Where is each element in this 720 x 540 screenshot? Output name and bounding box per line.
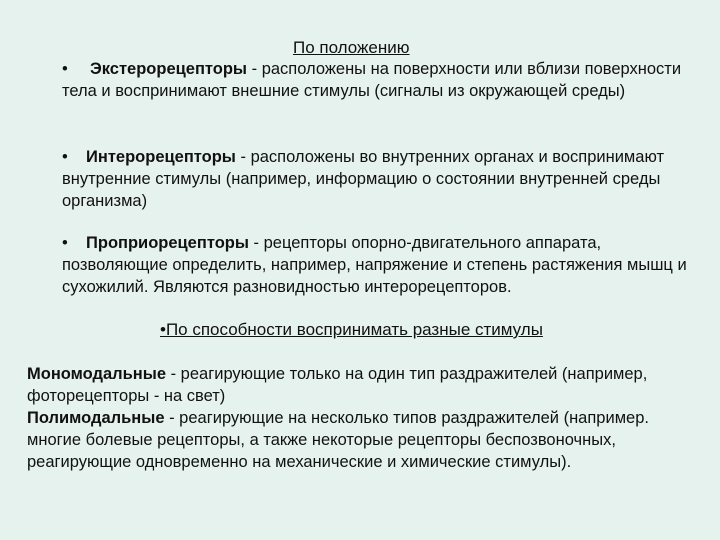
- bullet: •: [62, 60, 68, 78]
- list-item-exteroreceptors: [62, 58, 702, 102]
- definition-monomodal: - реагирующие только на один тип раздражителей (например, фоторецепторы - на свет): [27, 365, 648, 405]
- definition-interoreceptors: - расположены во внутренних органах и воспринимают внутренние стимулы (например, информацию о состоянии внутренней среды организма): [62, 148, 665, 210]
- list-item-proprioreceptors: [62, 232, 702, 298]
- term-monomodal: Мономодальные: [27, 365, 167, 383]
- bullet: •: [62, 234, 68, 252]
- modality-list: [27, 363, 697, 473]
- term-proprioreceptors: Проприорецепторы: [86, 234, 249, 252]
- list-item-polymodal: [27, 407, 697, 473]
- term-interoreceptors: Интерорецепторы: [86, 148, 236, 166]
- list-item-monomodal: [27, 363, 697, 407]
- bullet: •: [62, 148, 68, 166]
- term-polymodal: Полимодальные: [27, 409, 165, 427]
- definition-exteroreceptors: - расположены на поверхности или вблизи поверхности тела и воспринимают внешние стимулы (сигналы из окружающей среды): [62, 60, 682, 100]
- section-heading-modality: •По способности воспринимать разные стимулы: [160, 320, 543, 339]
- definition-proprioreceptors: - рецепторы опорно-двигательного аппарата, позволяющие определить, например, напряжение и степень растяжения мышц и сухожилий. Являются разновидностью интерорецепторов.: [62, 234, 687, 296]
- list-item-interoreceptors: [62, 146, 702, 212]
- definition-polymodal: - реагирующие на несколько типов раздражителей (например. многие болевые рецепторы, а также некоторые рецепторы беспозвоночных, реагирующие одновременно на механические и химические стимулы).: [27, 409, 649, 471]
- term-exteroreceptors: Экстерорецепторы: [90, 60, 248, 78]
- section-heading-position: По положению: [293, 38, 410, 57]
